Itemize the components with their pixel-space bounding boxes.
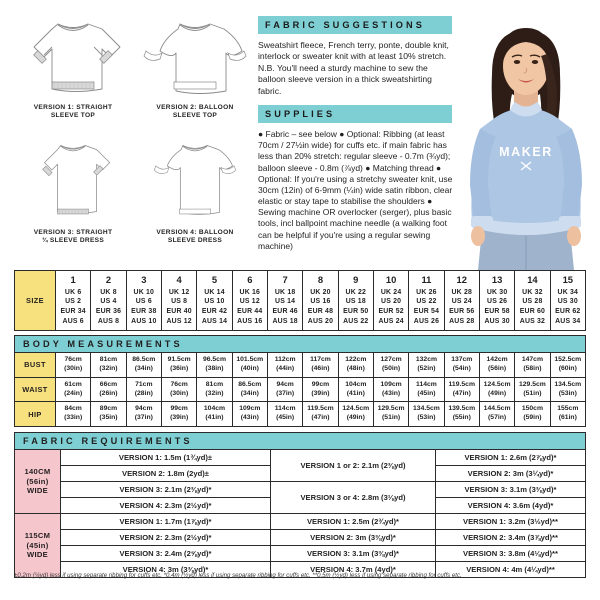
size-us: US 8	[171, 298, 188, 306]
tables-section	[14, 270, 586, 578]
value-in: (34in)	[240, 389, 259, 397]
tech-drawing-version-4	[134, 139, 256, 264]
size-column-8	[303, 271, 338, 331]
model-photo-illustration	[452, 4, 600, 270]
size-us: US 18	[345, 298, 366, 306]
size-us: US 4	[100, 298, 117, 306]
size-number: 1	[70, 274, 76, 285]
size-us: US 6	[135, 298, 152, 306]
width-label-140	[15, 450, 61, 514]
size-aus: AUS 22	[343, 317, 369, 325]
fr-115-c1-v4: VERSION 4: 3m (3⅜yd)*	[61, 562, 271, 578]
value-in: (46in)	[311, 364, 330, 372]
tech-drawing-label: VERSION 4: BALLOON SLEEVE DRESS	[156, 229, 234, 245]
value-in: (58in)	[523, 364, 542, 372]
sweatshirt-straight-sleeve-top-icon	[14, 14, 132, 102]
size-uk: UK 6	[64, 288, 82, 296]
hip-cell-15	[550, 402, 585, 427]
supplies-heading: SUPPLIES	[258, 105, 454, 123]
fr-140-row-1	[15, 450, 586, 466]
size-aus: AUS 6	[62, 317, 84, 325]
size-eur: EUR 44	[237, 308, 263, 315]
top-section	[0, 0, 600, 268]
value-cm: 142cm	[486, 356, 508, 364]
waist-row	[15, 377, 586, 402]
sweatshirt-dress-balloon-sleeve-icon	[136, 139, 254, 227]
hip-cell-6	[232, 402, 267, 427]
value-in: (53in)	[558, 389, 577, 397]
fr-140-c3-v3: VERSION 3: 3.1m (3⅜yd)*	[436, 482, 586, 498]
size-aus: AUS 20	[307, 317, 334, 325]
fr-115-c2-v4: VERSION 4: 3.7m (4yd)*	[271, 562, 436, 578]
size-column-13	[479, 271, 514, 331]
value-in: (43in)	[382, 389, 401, 397]
footnote: ±0.2m (¼yd) less if using separate ribbing for cuffs etc. *0.4m (½yd) less if using separate ribbing for cuffs etc. **0.5m (½yd) less if using separate ribbing for cuffs etc.	[14, 572, 462, 579]
body-measurements-heading: BODY MEASUREMENTS	[14, 335, 586, 352]
fr-115-c2-v1: VERSION 1: 2.5m (2¾yd)*	[271, 514, 436, 530]
value-cm: 101.5cm	[236, 356, 264, 364]
value-cm: 150cm	[521, 405, 544, 413]
value-in: (43in)	[240, 414, 259, 422]
hip-cell-9	[338, 402, 373, 427]
value-in: (49in)	[488, 389, 507, 397]
waist-cell-1	[56, 377, 91, 402]
size-number: 9	[353, 274, 359, 285]
fr-115-row-2	[15, 530, 586, 546]
value-in: (28in)	[134, 389, 153, 397]
hip-cell-1	[56, 402, 91, 427]
fabric-requirements-table	[14, 449, 586, 578]
tech-drawing-version-3	[12, 139, 134, 264]
size-column-15	[550, 271, 585, 331]
value-in: (32in)	[99, 364, 118, 372]
size-number: 2	[105, 274, 112, 285]
bust-cell-10	[373, 353, 408, 378]
fabric-requirements-heading: FABRIC REQUIREMENTS	[14, 432, 586, 449]
value-cm: 94cm	[276, 380, 294, 388]
value-cm: 109cm	[239, 405, 261, 413]
value-in: (37in)	[134, 414, 153, 422]
value-cm: 114cm	[274, 405, 296, 413]
hip-cell-7	[267, 402, 302, 427]
value-cm: 124.5cm	[342, 405, 370, 413]
size-eur: EUR 60	[519, 308, 546, 315]
bust-cell-14	[515, 353, 550, 378]
model-photo	[452, 4, 600, 270]
value-in: (45in)	[417, 389, 436, 397]
fr-140-c2-v3or4: VERSION 3 or 4: 2.8m (3⅛yd)	[271, 482, 436, 514]
value-in: (26in)	[99, 389, 118, 397]
value-in: (59in)	[523, 414, 542, 422]
bust-cell-1	[56, 353, 91, 378]
size-column-11	[409, 271, 444, 331]
hip-cell-4	[161, 402, 196, 427]
size-aus: AUS 28	[449, 317, 475, 325]
size-us: US 10	[204, 298, 225, 306]
fr-115-c2-v3: VERSION 3: 3.1m (3⅜yd)*	[271, 546, 436, 562]
waist-cell-7	[267, 377, 302, 402]
hip-row	[15, 402, 586, 427]
value-in: (50in)	[382, 364, 401, 372]
value-cm: 129.5cm	[377, 405, 405, 413]
value-in: (30in)	[170, 389, 189, 397]
body-measurements-table	[14, 352, 586, 427]
value-in: (47in)	[311, 414, 330, 422]
size-aus: AUS 26	[413, 317, 440, 325]
bust-cell-2	[91, 353, 126, 378]
hip-cell-14	[515, 402, 550, 427]
size-us: US 22	[416, 298, 437, 306]
value-in: (35in)	[99, 414, 118, 422]
value-cm: 132cm	[415, 356, 438, 364]
size-table	[14, 270, 586, 331]
value-in: (61in)	[558, 414, 577, 422]
value-in: (38in)	[205, 364, 224, 372]
technical-drawings	[12, 14, 256, 264]
hip-cell-8	[303, 402, 338, 427]
fr-140-c2-v1or2: VERSION 1 or 2: 2.1m (2⅜yd)	[271, 450, 436, 482]
size-number: 5	[211, 274, 218, 285]
value-cm: 152.5cm	[554, 356, 582, 364]
size-number: 13	[491, 274, 503, 285]
fr-140-c1-v2: VERSION 2: 1.8m (2yd)±	[61, 466, 271, 482]
value-cm: 117cm	[310, 356, 331, 364]
value-in: (44in)	[276, 364, 295, 372]
size-aus: AUS 10	[131, 317, 157, 325]
size-aus: AUS 16	[237, 317, 263, 325]
size-column-9	[338, 271, 373, 331]
value-in: (56in)	[488, 364, 507, 372]
bust-row	[15, 353, 586, 378]
size-number: 3	[141, 274, 147, 285]
hip-cell-5	[197, 402, 232, 427]
fr-115-c2-v2: VERSION 2: 3m (3⅜yd)*	[271, 530, 436, 546]
hip-cell-10	[373, 402, 408, 427]
value-cm: 89cm	[99, 405, 118, 413]
fabric-suggestions-text: Sweatshirt fleece, French terry, ponte, double knit, interlock or sweater knit with at least 10% stretch. N.B. You'll need a sturdy machine to sew the balloon sleeve version in a thick sweatshirting fabric.	[258, 40, 449, 96]
bust-cell-13	[479, 353, 514, 378]
hip-cell-11	[409, 402, 444, 427]
size-eur: EUR 48	[307, 308, 334, 315]
waist-cell-14	[515, 377, 550, 402]
tech-drawing-label: VERSION 2: BALLOON SLEEVE TOP	[156, 104, 234, 120]
value-cm: 76cm	[64, 356, 82, 364]
fr-115-c3-v2: VERSION 2: 3.4m (3⅞yd)**	[436, 530, 586, 546]
size-aus: AUS 8	[97, 317, 120, 325]
waist-cell-12	[444, 377, 479, 402]
fr-115-c3-v4: VERSION 4: 4m (4¼yd)**	[436, 562, 586, 578]
sweatshirt-dress-straight-sleeve-icon	[14, 139, 132, 227]
value-cm: 86.5cm	[132, 356, 156, 364]
value-in: (51in)	[523, 389, 542, 397]
width-label-text: 115CM (45in) WIDE	[24, 531, 51, 560]
size-uk: UK 30	[486, 288, 508, 296]
size-uk: UK 16	[239, 288, 261, 296]
size-us: US 20	[381, 298, 402, 306]
size-uk: UK 8	[100, 288, 117, 296]
value-cm: 84cm	[64, 405, 82, 413]
bust-cell-7	[267, 353, 302, 378]
size-eur: EUR 54	[413, 308, 440, 315]
bust-cell-4	[161, 353, 196, 378]
bust-cell-12	[444, 353, 479, 378]
value-cm: 94cm	[135, 405, 153, 413]
value-cm: 76cm	[170, 380, 188, 388]
size-eur: EUR 52	[378, 308, 404, 315]
sweatshirt-balloon-sleeve-top-icon	[136, 14, 254, 102]
waist-cell-5	[197, 377, 232, 402]
size-number: 12	[456, 274, 467, 285]
value-cm: 119.5cm	[307, 405, 334, 413]
size-eur: EUR 38	[131, 308, 157, 315]
value-in: (36in)	[170, 364, 189, 372]
value-cm: 155cm	[557, 405, 579, 413]
fr-115-row-3	[15, 546, 586, 562]
tech-drawing-version-2	[134, 14, 256, 139]
value-cm: 144.5cm	[483, 405, 511, 413]
size-column-12	[444, 271, 479, 331]
value-cm: 124.5cm	[483, 380, 511, 388]
size-number: 7	[282, 274, 288, 285]
value-in: (24in)	[64, 389, 83, 397]
value-in: (40in)	[240, 364, 259, 372]
value-in: (49in)	[346, 414, 365, 422]
waist-cell-11	[409, 377, 444, 402]
value-in: (57in)	[488, 414, 507, 422]
value-in: (54in)	[452, 364, 471, 372]
size-header-row	[15, 271, 586, 331]
size-eur: EUR 58	[484, 308, 510, 315]
fabric-suggestions-heading: FABRIC SUGGESTIONS	[258, 16, 454, 34]
size-number: 8	[317, 274, 324, 285]
tech-drawing-label: VERSION 3: STRAIGHT ¾ SLEEVE DRESS	[33, 229, 113, 245]
info-text-column	[258, 16, 454, 252]
value-in: (55in)	[452, 414, 471, 422]
bust-cell-5	[197, 353, 232, 378]
fr-115-c3-v1: VERSION 1: 3.2m (3½yd)**	[436, 514, 586, 530]
size-number: 14	[527, 274, 538, 285]
size-aus: AUS 12	[166, 317, 192, 325]
size-uk: UK 10	[133, 288, 155, 296]
value-in: (39in)	[170, 414, 189, 422]
size-number: 10	[385, 274, 397, 285]
size-column-1	[56, 271, 91, 331]
svg-text:MAKER: MAKER	[499, 145, 553, 159]
size-uk: UK 24	[380, 288, 402, 296]
tech-drawing-label: VERSION 1: STRAIGHT SLEEVE TOP	[33, 104, 113, 120]
value-in: (45in)	[276, 414, 295, 422]
value-cm: 99cm	[170, 405, 188, 413]
size-uk: UK 18	[274, 288, 296, 296]
size-eur: EUR 62	[555, 308, 581, 315]
value-in: (60in)	[558, 364, 577, 372]
fr-140-c1-v4: VERSION 4: 2.3m (2½yd)*	[61, 498, 271, 514]
value-cm: 81cm	[205, 380, 224, 388]
waist-cell-8	[303, 377, 338, 402]
value-in: (52in)	[417, 364, 436, 372]
width-label-115	[15, 514, 61, 578]
size-column-2	[91, 271, 126, 331]
size-column-5	[197, 271, 232, 331]
hip-cell-13	[479, 402, 514, 427]
size-column-10	[373, 271, 408, 331]
value-in: (39in)	[311, 389, 330, 397]
value-cm: 96.5cm	[202, 356, 226, 364]
waist-cell-2	[91, 377, 126, 402]
size-uk: UK 22	[345, 288, 367, 296]
value-in: (32in)	[205, 389, 224, 397]
value-cm: 119.5cm	[448, 380, 475, 388]
size-eur: EUR 50	[343, 308, 369, 315]
size-uk: UK 14	[204, 288, 225, 296]
fr-115-c1-v3: VERSION 3: 2.4m (2⅝yd)*	[61, 546, 271, 562]
row-label-hip: HIP	[15, 402, 56, 427]
value-cm: 109cm	[380, 380, 402, 388]
size-us: US 14	[275, 298, 296, 306]
value-cm: 112cm	[274, 356, 296, 364]
fr-140-c1-v3: VERSION 3: 2.1m (2⅜yd)*	[61, 482, 271, 498]
bust-cell-3	[126, 353, 161, 378]
value-cm: 66cm	[99, 380, 118, 388]
hip-cell-2	[91, 402, 126, 427]
value-cm: 81cm	[99, 356, 118, 364]
tech-drawing-version-1	[12, 14, 134, 139]
size-eur: EUR 46	[272, 308, 298, 315]
value-cm: 99cm	[311, 380, 330, 388]
size-us: US 16	[310, 298, 331, 306]
size-aus: AUS 32	[519, 317, 546, 325]
size-eur: EUR 56	[449, 308, 475, 315]
value-in: (34in)	[134, 364, 153, 372]
size-us: US 28	[522, 298, 543, 306]
value-cm: 71cm	[135, 380, 153, 388]
fr-140-c3-v2: VERSION 2: 3m (3¼yd)*	[436, 466, 586, 482]
value-cm: 139.5cm	[448, 405, 476, 413]
value-in: (41in)	[346, 389, 365, 397]
fr-140-c3-v4: VERSION 4: 3.6m (4yd)*	[436, 498, 586, 514]
size-eur: EUR 40	[166, 308, 192, 315]
supplies-text: ● Fabric – see below ● Optional: Ribbing (at least 70cm / 27½in wide) for cuffs etc. if main fabric has less than 20% stretch: regular sleeve - 0.7m (¾yd); balloon sleeve - 0.8m (⅞yd) ● Matching thread ● Optional: If you're using a stretchy sweater knit, use 30cm (12in) of 6-9mm (¼in) wide satin ribbon, clear elastic or stay tape to stabilise the shoulders ● Sewing machine OR overlocker (serger), plus basic tools, incl ballpoint machine needle (a walking foot can be helpful if you're using a regular sewing machine)	[258, 129, 453, 251]
size-uk: UK 20	[310, 288, 331, 296]
value-in: (41in)	[205, 414, 224, 422]
size-column-3	[126, 271, 161, 331]
value-in: (47in)	[452, 389, 471, 397]
waist-cell-13	[479, 377, 514, 402]
value-cm: 114cm	[416, 380, 437, 388]
bust-cell-9	[338, 353, 373, 378]
size-eur: EUR 34	[60, 308, 86, 315]
fr-140-row-3	[15, 482, 586, 498]
size-eur: EUR 36	[95, 308, 122, 315]
value-cm: 104cm	[203, 405, 226, 413]
size-us: US 24	[451, 298, 472, 306]
value-in: (37in)	[276, 389, 295, 397]
size-number: 4	[176, 274, 182, 285]
size-number: 6	[247, 274, 253, 285]
value-cm: 61cm	[64, 380, 82, 388]
fr-115-c3-v3: VERSION 3: 3.8m (4⅛yd)**	[436, 546, 586, 562]
fr-115-c1-v1: VERSION 1: 1.7m (1⅞yd)*	[61, 514, 271, 530]
value-in: (33in)	[64, 414, 83, 422]
value-cm: 127cm	[380, 356, 402, 364]
size-eur: EUR 42	[201, 308, 228, 315]
waist-cell-15	[550, 377, 585, 402]
size-us: US 2	[65, 298, 82, 306]
bust-cell-11	[409, 353, 444, 378]
size-column-14	[515, 271, 550, 331]
value-in: (53in)	[417, 414, 436, 422]
size-aus: AUS 34	[555, 317, 581, 325]
value-in: (30in)	[64, 364, 83, 372]
row-label-bust: BUST	[15, 353, 56, 378]
waist-cell-6	[232, 377, 267, 402]
value-cm: 137cm	[451, 356, 473, 364]
bust-cell-6	[232, 353, 267, 378]
waist-cell-9	[338, 377, 373, 402]
waist-cell-10	[373, 377, 408, 402]
hip-cell-3	[126, 402, 161, 427]
value-in: (48in)	[346, 364, 365, 372]
size-aus: AUS 14	[201, 317, 228, 325]
value-cm: 104cm	[345, 380, 367, 388]
value-cm: 129.5cm	[519, 380, 546, 388]
bust-cell-8	[303, 353, 338, 378]
value-cm: 147cm	[521, 356, 544, 364]
waist-cell-3	[126, 377, 161, 402]
size-us: US 30	[557, 298, 578, 306]
size-us: US 12	[239, 298, 260, 306]
value-cm: 86.5cm	[238, 380, 262, 388]
fr-140-c3-v1: VERSION 1: 2.6m (2⅞yd)*	[436, 450, 586, 466]
size-number: 11	[421, 274, 432, 285]
row-label-waist: WAIST	[15, 377, 56, 402]
size-uk: UK 32	[522, 288, 543, 296]
waist-cell-4	[161, 377, 196, 402]
size-column-7	[267, 271, 302, 331]
value-cm: 91.5cm	[167, 356, 191, 364]
width-label-text: 140CM (56in) WIDE	[24, 467, 51, 496]
fr-140-c1-v1: VERSION 1: 1.5m (1¾yd)±	[61, 450, 271, 466]
size-uk: UK 34	[557, 288, 579, 296]
size-column-4	[161, 271, 196, 331]
value-cm: 122cm	[345, 356, 367, 364]
size-uk: UK 12	[168, 288, 190, 296]
value-in: (51in)	[382, 414, 401, 422]
fr-115-c1-v2: VERSION 2: 2.3m (2½yd)*	[61, 530, 271, 546]
size-uk: UK 28	[451, 288, 473, 296]
value-cm: 134.5cm	[554, 380, 582, 388]
size-aus: AUS 18	[272, 317, 298, 325]
size-uk: UK 26	[416, 288, 437, 296]
value-cm: 134.5cm	[413, 405, 440, 413]
size-number: 15	[562, 274, 574, 285]
size-aus: AUS 24	[378, 317, 404, 325]
fr-115-row-1	[15, 514, 586, 530]
size-label: SIZE	[15, 271, 56, 331]
hip-cell-12	[444, 402, 479, 427]
bust-cell-15	[550, 353, 585, 378]
size-aus: AUS 30	[484, 317, 510, 325]
size-us: US 26	[487, 298, 508, 306]
size-column-6	[232, 271, 267, 331]
